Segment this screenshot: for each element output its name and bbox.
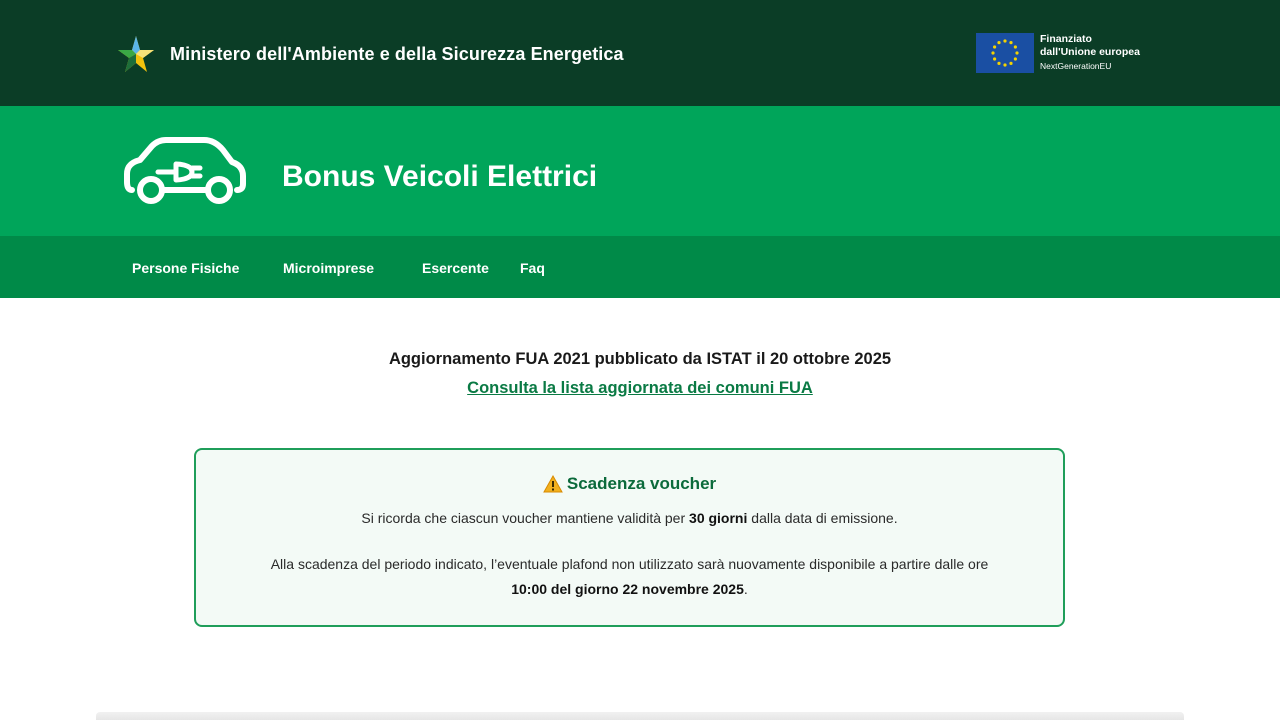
nav-item-persone-fisiche[interactable]: Persone Fisiche bbox=[132, 260, 240, 276]
eu-text-line1: Finanziato bbox=[1040, 33, 1092, 45]
eu-text-line2: dall'Unione europea bbox=[1040, 46, 1140, 58]
alert-paragraph-validity bbox=[196, 510, 1063, 526]
electric-car-icon bbox=[124, 136, 246, 210]
ministry-star-logo bbox=[116, 34, 156, 74]
eu-funding-badge bbox=[976, 33, 1140, 73]
alert-p1-strong: 30 giorni bbox=[689, 510, 748, 526]
eu-text-line3: NextGenerationEU bbox=[1040, 61, 1112, 71]
footer-card-edge bbox=[96, 712, 1184, 720]
alert-paragraph-expiry bbox=[196, 552, 1063, 602]
fua-notice bbox=[0, 350, 1280, 398]
alert-p2-strong: 10:00 del giorno 22 novembre 2025 bbox=[511, 581, 744, 597]
notice-title: Aggiornamento FUA 2021 pubblicato da ISTAT il 20 ottobre 2025 bbox=[388, 350, 892, 368]
brand-bar bbox=[0, 106, 1280, 236]
alert-title: Scadenza voucher bbox=[566, 474, 717, 493]
voucher-deadline-alert bbox=[194, 448, 1065, 627]
eu-flag-icon bbox=[976, 33, 1034, 73]
nav-item-faq[interactable]: Faq bbox=[520, 260, 545, 276]
alert-p1-tail: dalla data di emissione. bbox=[747, 510, 898, 526]
nav-item-microimprese[interactable]: Microimprese bbox=[283, 260, 375, 276]
nav-item-esercente[interactable]: Esercente bbox=[422, 260, 489, 276]
ministry-name: Ministero dell'Ambiente e della Sicurezza Energetica bbox=[170, 43, 624, 64]
alert-p2-tail: . bbox=[743, 581, 748, 597]
fua-list-link[interactable]: Consulta la lista aggiornata dei comuni FUA bbox=[467, 379, 813, 397]
ministry-brand[interactable] bbox=[116, 34, 624, 74]
site-title: Bonus Veicoli Elettrici bbox=[282, 160, 598, 193]
alert-p1-text: Si ricorda che ciascun voucher mantiene validità per bbox=[361, 510, 690, 526]
alert-p2-text: Alla scadenza del periodo indicato, l’eventuale plafond non utilizzato sarà nuovamente disponibile a partire dalle ore bbox=[270, 556, 989, 572]
top-header bbox=[0, 0, 1280, 106]
main-nav bbox=[0, 236, 1280, 298]
warning-icon bbox=[543, 475, 563, 493]
